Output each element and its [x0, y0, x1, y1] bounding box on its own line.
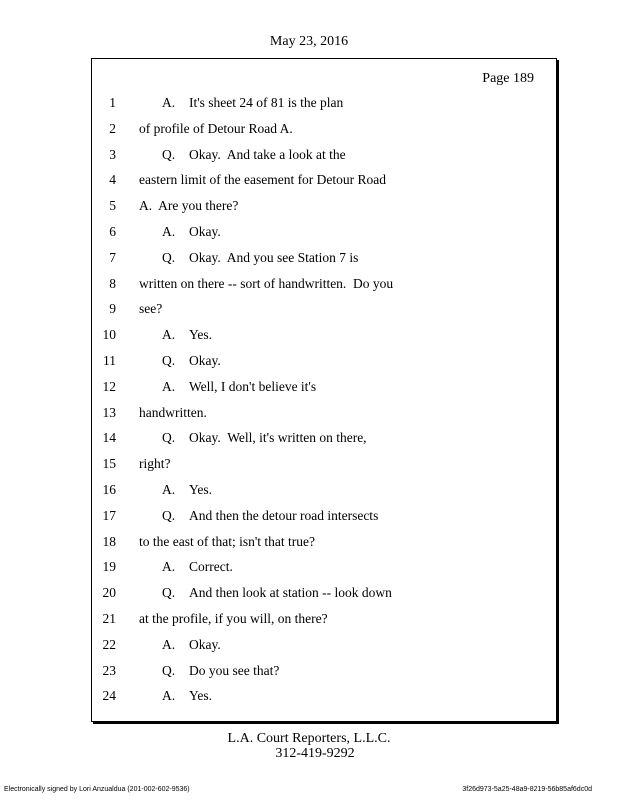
speaker-label: A. [162, 95, 176, 110]
line-text [162, 250, 358, 266]
line-content: Okay. [189, 224, 221, 239]
line-text [139, 405, 207, 421]
line-content: handwritten. [139, 404, 207, 420]
line-content: Okay. Well, it's written on there, [189, 430, 367, 446]
line-text [162, 688, 212, 704]
reporter-phone: 312-419-9292 [275, 746, 355, 761]
electronic-signature-note: Electronically signed by Lori Anzualdua (201-002-602-9536) [4, 786, 190, 793]
page-number: Page 189 [482, 71, 534, 86]
line-content: see? [139, 301, 163, 317]
line-number: 17 [102, 507, 116, 523]
line-text [162, 585, 392, 601]
line-content: to the east of that; isn't that true? [139, 533, 316, 549]
line-content: Okay. [189, 353, 221, 368]
line-content: And then look at station -- look down [189, 585, 392, 601]
reporter-company: L.A. Court Reporters, L.L.C. [227, 731, 391, 746]
line-text [162, 637, 221, 653]
transcript-line [92, 456, 558, 476]
line-number: 23 [102, 662, 116, 678]
transcript-line [92, 611, 558, 631]
line-text [162, 95, 343, 111]
transcript-page [91, 58, 557, 722]
line-content: Do you see that? [189, 662, 280, 678]
transcript-line [92, 353, 558, 373]
line-content: Okay. And you see Station 7 is [189, 249, 359, 265]
line-content: Yes. [189, 482, 213, 497]
line-number: 10 [102, 327, 116, 343]
transcript-date: May 23, 2016 [269, 34, 349, 49]
line-number: 12 [102, 378, 116, 394]
transcript-line [92, 224, 558, 244]
line-number: 6 [109, 224, 116, 239]
line-number: 20 [102, 585, 116, 601]
line-content: It's sheet 24 of 81 is the plan [189, 95, 344, 110]
speaker-label: Q. [162, 353, 176, 368]
line-number: 14 [102, 430, 116, 446]
transcript-line [92, 585, 558, 605]
line-number: 1 [109, 95, 116, 110]
line-number: 18 [102, 533, 116, 549]
line-number: 19 [102, 559, 116, 575]
transcript-line [92, 559, 558, 579]
line-text [162, 379, 316, 395]
line-number: 2 [109, 120, 116, 136]
transcript-line [92, 121, 558, 141]
transcript-line [92, 147, 558, 167]
speaker-label: A. [162, 378, 176, 394]
transcript-line [92, 172, 558, 192]
line-content: Yes. [189, 688, 213, 704]
line-content: Yes. [189, 327, 213, 343]
line-text [139, 198, 238, 214]
line-number: 21 [102, 611, 116, 626]
line-number: 3 [109, 146, 116, 162]
line-text [162, 482, 212, 498]
line-content: Correct. [189, 559, 233, 575]
line-number: 15 [102, 456, 116, 472]
speaker-label: A. [162, 636, 176, 652]
line-text [139, 172, 386, 188]
transcript-line [92, 250, 558, 270]
line-content: Well, I don't believe it's [189, 378, 317, 394]
line-text [162, 559, 233, 575]
transcript-line [92, 508, 558, 528]
transcript-line [92, 405, 558, 425]
line-number: 9 [109, 301, 116, 317]
speaker-label: Q. [162, 585, 176, 601]
speaker-label: A. [162, 688, 176, 704]
line-text [139, 611, 328, 627]
speaker-label: A. [162, 224, 176, 239]
line-number: 4 [109, 172, 116, 188]
transcript-line [92, 663, 558, 683]
transcript-line [92, 95, 558, 115]
line-text [139, 301, 162, 317]
line-text [139, 121, 293, 137]
speaker-label: A. [162, 559, 176, 575]
speaker-label: Q. [162, 249, 176, 265]
line-text [162, 224, 221, 240]
line-text [162, 663, 279, 679]
transcript-line [92, 327, 558, 347]
speaker-label: Q. [162, 662, 176, 678]
transcript-line [92, 482, 558, 502]
transcript-line [92, 430, 558, 450]
line-text [162, 147, 346, 163]
line-text [162, 508, 378, 524]
line-text [139, 534, 315, 550]
line-text [139, 276, 393, 292]
transcript-line [92, 198, 558, 218]
transcript-line [92, 301, 558, 321]
document-id: 3f26d973-5a25-48a9-8219-56b85af6dc0d [462, 786, 592, 793]
line-text [162, 430, 367, 446]
line-number: 11 [103, 353, 116, 368]
line-content: And then the detour road intersects [189, 507, 379, 523]
line-number: 13 [102, 404, 116, 420]
line-content: Okay. And take a look at the [189, 146, 346, 162]
speaker-label: Q. [162, 146, 176, 162]
line-text [139, 456, 171, 472]
speaker-label: A. [162, 327, 176, 343]
line-content: of profile of Detour Road A. [139, 120, 293, 136]
line-number: 16 [102, 482, 116, 497]
line-content: eastern limit of the easement for Detour Road [139, 172, 387, 188]
line-text [162, 353, 221, 369]
line-content: A. Are you there? [139, 198, 239, 214]
line-content: at the profile, if you will, on there? [139, 611, 328, 626]
transcript-line [92, 534, 558, 554]
line-content: written on there -- sort of handwritten. Do you [139, 275, 394, 291]
line-content: Okay. [189, 636, 221, 652]
speaker-label: Q. [162, 507, 176, 523]
line-number: 7 [109, 249, 116, 265]
speaker-label: Q. [162, 430, 176, 446]
line-number: 8 [109, 275, 116, 291]
line-number: 5 [109, 198, 116, 214]
transcript-line [92, 637, 558, 657]
transcript-line [92, 688, 558, 708]
transcript-line [92, 379, 558, 399]
line-content: right? [139, 456, 171, 472]
speaker-label: A. [162, 482, 176, 497]
line-number: 24 [102, 688, 116, 704]
line-number: 22 [102, 636, 116, 652]
transcript-line [92, 276, 558, 296]
line-text [162, 327, 212, 343]
